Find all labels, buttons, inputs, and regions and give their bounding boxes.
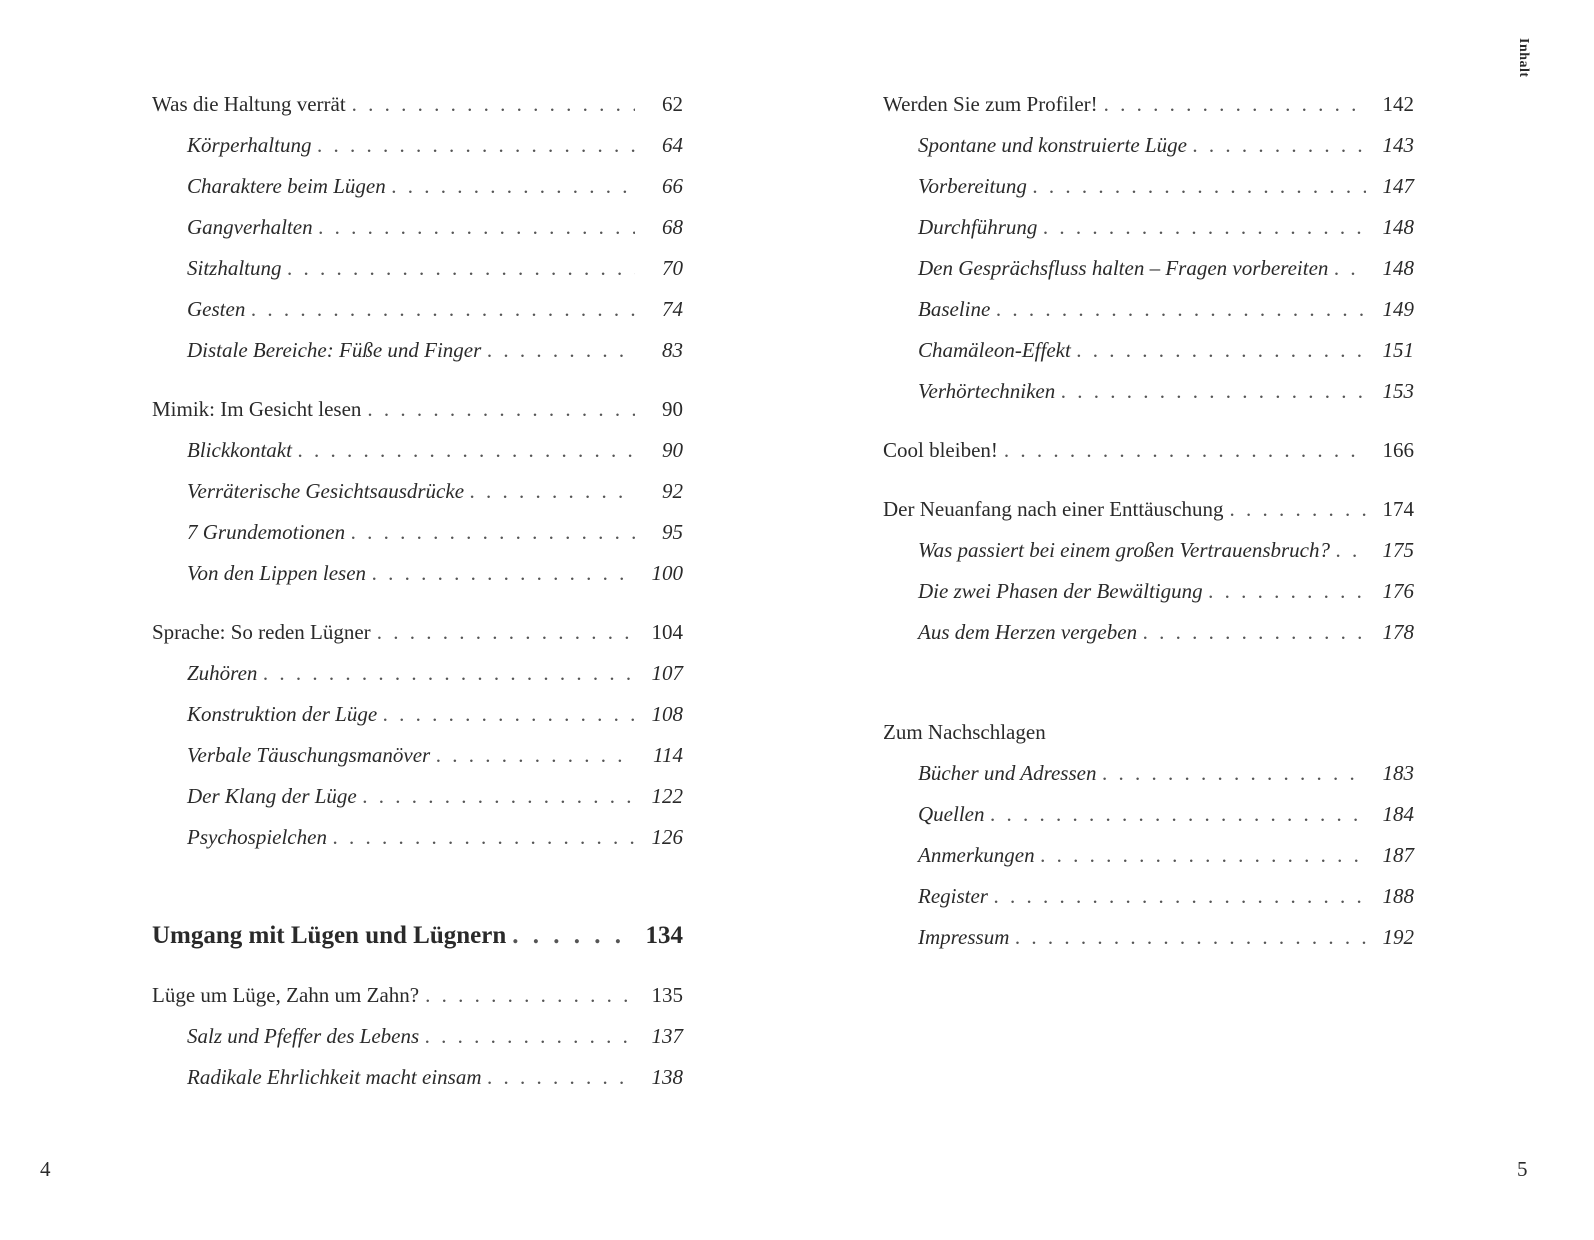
toc-entry[interactable]: [187, 438, 683, 478]
toc-entry[interactable]: [918, 379, 1414, 419]
toc-entry[interactable]: [918, 215, 1414, 255]
toc-entry-page: 148: [1382, 256, 1414, 280]
toc-entry-title: Sitzhaltung: [187, 256, 282, 280]
dot-leader: [488, 1065, 635, 1090]
toc-entry-title: Chamäleon-Effekt: [918, 338, 1071, 362]
dot-leader: [990, 802, 1366, 827]
toc-entry-page: 100: [651, 561, 683, 585]
toc-entry[interactable]: [187, 479, 683, 519]
dot-leader: [436, 743, 635, 768]
dot-leader: [1004, 438, 1366, 463]
toc-entry-page: 192: [1382, 925, 1414, 949]
toc-chapter-entry[interactable]: [152, 922, 683, 962]
toc-entry-title: Was passiert bei einem großen Vertrauensbruch?: [918, 538, 1330, 562]
toc-entry[interactable]: [187, 1024, 683, 1064]
toc-entry-page: 153: [1382, 379, 1414, 403]
dot-leader: [298, 438, 635, 463]
toc-entry-title: Quellen: [918, 802, 985, 826]
toc-entry-page: 149: [1382, 297, 1414, 321]
dot-leader: [1143, 620, 1366, 645]
dot-leader: [333, 825, 635, 850]
toc-entry[interactable]: [187, 825, 683, 865]
toc-entry[interactable]: [918, 297, 1414, 337]
toc-entry-page: 184: [1382, 802, 1414, 826]
right-page: [797, 0, 1594, 1240]
toc-entry-page: 90: [662, 438, 683, 462]
toc-entry[interactable]: [152, 620, 683, 660]
toc-entry[interactable]: [187, 256, 683, 296]
toc-entry[interactable]: [918, 802, 1414, 842]
toc-entry[interactable]: [918, 620, 1414, 660]
toc-entry[interactable]: [187, 702, 683, 742]
toc-entry[interactable]: [152, 92, 683, 132]
toc-entry-title: Zuhören: [187, 661, 258, 685]
toc-entry[interactable]: [918, 884, 1414, 924]
toc-entry-page: 95: [662, 520, 683, 544]
toc-entry-page: 108: [651, 702, 683, 726]
toc-entry-page: 151: [1382, 338, 1414, 362]
toc-entry[interactable]: [918, 256, 1414, 296]
toc-entry-title: Gesten: [187, 297, 246, 321]
toc-entry[interactable]: [152, 397, 683, 437]
dot-leader: [425, 983, 635, 1008]
toc-entry-title: 7 Grundemotionen: [187, 520, 346, 544]
toc-entry[interactable]: [187, 1065, 683, 1105]
toc-entry-page: 114: [653, 743, 683, 767]
toc-entry[interactable]: [918, 338, 1414, 378]
toc-entry-page: 83: [662, 338, 683, 362]
running-head: Inhalt: [1516, 38, 1531, 78]
toc-entry-title: Verbale Täuschungsmanöver: [187, 743, 431, 767]
toc-entry-title: Spontane und konstruierte Lüge: [918, 133, 1187, 157]
toc-entry-page: 137: [651, 1024, 683, 1048]
toc-entry-page: 147: [1382, 174, 1414, 198]
toc-entry-title: Der Neuanfang nach einer Enttäuschung: [883, 497, 1224, 521]
toc-entry[interactable]: [883, 92, 1414, 132]
dot-leader: [317, 133, 635, 158]
toc-entry[interactable]: [187, 743, 683, 783]
toc-entry[interactable]: [918, 761, 1414, 801]
toc-entry-title: Von den Lippen lesen: [187, 561, 367, 585]
dot-leader: [1043, 215, 1366, 240]
toc-entry-page: 183: [1382, 761, 1414, 785]
toc-entry[interactable]: [918, 133, 1414, 173]
dot-leader: [1104, 92, 1366, 117]
toc-entry-title: Den Gesprächsfluss halten – Fragen vorbereiten: [918, 256, 1329, 280]
toc-entry[interactable]: [187, 661, 683, 701]
dot-leader: [487, 338, 635, 363]
toc-entry[interactable]: [187, 297, 683, 337]
toc-entry-page: 142: [1382, 92, 1414, 116]
toc-entry-page: 122: [651, 784, 683, 808]
toc-entry[interactable]: [918, 174, 1414, 214]
dot-leader: [367, 397, 635, 422]
dot-leader: [1230, 497, 1366, 522]
toc-entry-title: Impressum: [918, 925, 1010, 949]
toc-entry-title: Radikale Ehrlichkeit macht einsam: [187, 1065, 482, 1089]
page-number-left: 4: [40, 1157, 51, 1181]
dot-leader: [392, 174, 635, 199]
dot-leader: [351, 520, 635, 545]
toc-entry-title: Blickkontakt: [187, 438, 292, 462]
toc-entry-title: Die zwei Phasen der Bewältigung: [918, 579, 1203, 603]
toc-entry-page: 148: [1382, 215, 1414, 239]
dot-leader: [363, 784, 635, 809]
toc-entry-page: 143: [1382, 133, 1414, 157]
toc-entry[interactable]: [187, 520, 683, 560]
dot-leader: [1193, 133, 1366, 158]
toc-entry-page: 66: [662, 174, 683, 198]
toc-entry[interactable]: [883, 438, 1414, 478]
dot-leader: [372, 561, 635, 586]
toc-entry[interactable]: [918, 538, 1414, 578]
toc-entry-title: Psychospielchen: [187, 825, 327, 849]
toc-entry-title: Bücher und Adressen: [918, 761, 1097, 785]
dot-leader: [1015, 925, 1366, 950]
toc-entry[interactable]: [187, 338, 683, 378]
toc-entry-page: 70: [662, 256, 683, 280]
toc-entry-title: Der Klang der Lüge: [187, 784, 357, 808]
dot-leader: [512, 922, 635, 950]
toc-entry[interactable]: [918, 579, 1414, 619]
toc-entry-page: 135: [651, 983, 683, 1007]
dot-leader: [319, 215, 635, 240]
dot-leader: [1102, 761, 1366, 786]
toc-entry-page: 178: [1382, 620, 1414, 644]
toc-entry-page: 68: [662, 215, 683, 239]
toc-entry-title: Verräterische Gesichtsausdrücke: [187, 479, 465, 503]
dot-leader: [996, 297, 1366, 322]
toc-entry-title: Vorbereitung: [918, 174, 1027, 198]
toc-entry-title: Körperhaltung: [187, 133, 312, 157]
toc-entry-title: Register: [918, 884, 988, 908]
dot-leader: [288, 256, 635, 281]
toc-entry[interactable]: [187, 174, 683, 214]
toc-entry-title: Salz und Pfeffer des Lebens: [187, 1024, 420, 1048]
toc-entry-page: 175: [1382, 538, 1414, 562]
toc-entry-page: 126: [651, 825, 683, 849]
toc-entry-page: 74: [662, 297, 683, 321]
dot-leader: [377, 620, 635, 645]
toc-entry-page: 104: [651, 620, 683, 644]
toc-entry-title: Aus dem Herzen vergeben: [918, 620, 1138, 644]
toc-entry[interactable]: [918, 843, 1414, 883]
toc-entry-page: 107: [651, 661, 683, 685]
toc-entry-title: Distale Bereiche: Füße und Finger: [187, 338, 482, 362]
toc-entry-title: Sprache: So reden Lügner: [152, 620, 371, 644]
toc-entry-page: 62: [662, 92, 683, 116]
toc-entry-title: Werden Sie zum Profiler!: [883, 92, 1098, 116]
toc-entry-title: Verhörtechniken: [918, 379, 1056, 403]
dot-leader: [994, 884, 1366, 909]
dot-leader: [470, 479, 635, 504]
toc-chapter-title: Umgang mit Lügen und Lügnern: [152, 922, 507, 949]
dot-leader: [1336, 538, 1366, 563]
toc-entry-title: Konstruktion der Lüge: [187, 702, 378, 726]
toc-entry[interactable]: [883, 497, 1414, 537]
dot-leader: [425, 1024, 635, 1049]
toc-entry-page: 138: [651, 1065, 683, 1089]
toc-entry-title: Was die Haltung verrät: [152, 92, 346, 116]
dot-leader: [1334, 256, 1366, 281]
toc-entry[interactable]: [918, 925, 1414, 965]
dot-leader: [1209, 579, 1366, 604]
toc-list: [797, 0, 1594, 1240]
toc-entry-title: Mimik: Im Gesicht lesen: [152, 397, 362, 421]
dot-leader: [352, 92, 635, 117]
toc-entry-page: 90: [662, 397, 683, 421]
toc-entry-page: 188: [1382, 884, 1414, 908]
dot-leader: [1077, 338, 1366, 363]
toc-section-heading[interactable]: [883, 720, 1414, 760]
toc-entry[interactable]: [152, 983, 683, 1023]
toc-entry-page: 166: [1382, 438, 1414, 462]
toc-entry-title: Anmerkungen: [918, 843, 1035, 867]
toc-entry-title: Baseline: [918, 297, 991, 321]
toc-entry-title: Gangverhalten: [187, 215, 313, 239]
dot-leader: [251, 297, 635, 322]
toc-chapter-page: 134: [645, 922, 683, 949]
dot-leader: [383, 702, 635, 727]
toc-section-title: Zum Nachschlagen: [883, 720, 1046, 744]
toc-entry-page: 176: [1382, 579, 1414, 603]
toc-entry-page: 92: [662, 479, 683, 503]
toc-entry-page: 187: [1382, 843, 1414, 867]
toc-entry[interactable]: [187, 215, 683, 255]
toc-entry[interactable]: [187, 133, 683, 173]
toc-entry-page: 174: [1382, 497, 1414, 521]
dot-leader: [263, 661, 635, 686]
toc-entry-page: 64: [662, 133, 683, 157]
toc-entry-title: Lüge um Lüge, Zahn um Zahn?: [152, 983, 420, 1007]
toc-entry-title: Charaktere beim Lügen: [187, 174, 386, 198]
toc-entry[interactable]: [187, 784, 683, 824]
toc-entry-title: Durchführung: [918, 215, 1038, 239]
toc-entry-title: Cool bleiben!: [883, 438, 998, 462]
dot-leader: [1061, 379, 1366, 404]
dot-leader: [1041, 843, 1366, 868]
toc-entry[interactable]: [187, 561, 683, 601]
dot-leader: [1033, 174, 1366, 199]
page-number-right: 5: [1517, 1157, 1528, 1181]
